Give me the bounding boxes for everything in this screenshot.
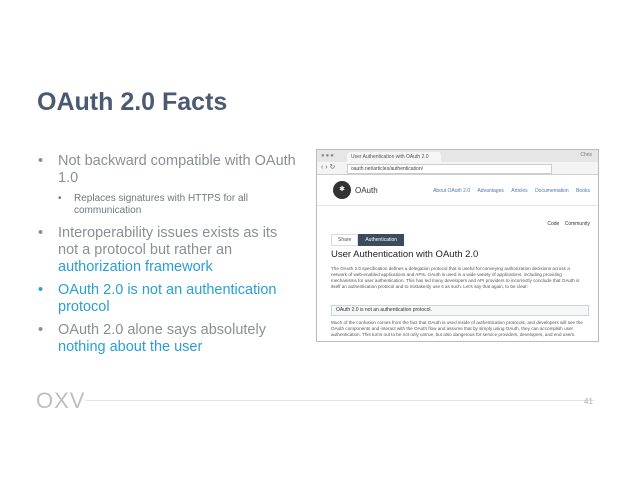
bullet-item — [36, 225, 298, 276]
bullet-text: Interoperability issues exists as its not a protocol but rather an — [58, 225, 278, 258]
back-forward-icon: ‹ › ↻ — [321, 164, 336, 171]
site-nav-item: Documentation — [535, 188, 569, 194]
site-nav-item: Books — [576, 188, 590, 194]
site-links — [543, 221, 590, 227]
bullet-item — [36, 282, 298, 316]
bullet-dot: • — [58, 193, 62, 204]
page-number: 41 — [584, 397, 593, 406]
bullet-text: Not backward compatible with OAuth 1.0 — [58, 153, 296, 186]
site-nav-item: Articles — [511, 188, 528, 194]
bullet-dot: • — [38, 322, 44, 338]
site-tab: Share — [331, 234, 358, 246]
site-nav — [427, 188, 590, 194]
bullet-dot: • — [38, 282, 44, 298]
site-nav-item: About OAuth 2.0 — [433, 188, 471, 194]
bullet-text: OAuth 2.0 alone says absolutely — [58, 322, 266, 338]
site-link: Code — [547, 221, 560, 227]
slide-title: OAuth 2.0 Facts — [37, 88, 228, 116]
site-logo-text: OAuth — [355, 186, 378, 195]
browser-profile: Chris — [580, 152, 592, 158]
browser-screenshot — [316, 149, 599, 342]
site-tabs — [331, 234, 404, 243]
bullet-dot: • — [38, 153, 44, 169]
browser-tabstrip — [317, 150, 598, 162]
article-heading: User Authentication with OAuth 2.0 — [331, 249, 479, 260]
article-callout: OAuth 2.0 is not an authentication protocol. — [331, 305, 589, 316]
browser-urlbar — [317, 162, 598, 175]
bullet-text: OAuth 2.0 is not an authentication protocol — [58, 282, 277, 315]
address-field: oauth.net/articles/authentication/ — [347, 164, 552, 174]
bullet-item — [36, 153, 298, 187]
footer-logo: OXV — [36, 388, 86, 413]
oauth-logo-icon: ✱ — [333, 181, 351, 199]
site-nav-item: Advantages — [477, 188, 504, 194]
bullet-dot: • — [38, 225, 44, 241]
bullet-accent-text: authorization framework — [58, 259, 213, 275]
bullet-list — [36, 153, 298, 362]
sub-bullet-item — [36, 193, 298, 217]
site-tab-active: Authentication — [358, 234, 404, 246]
site-link: Community — [564, 221, 590, 227]
window-controls-icon: ●●● — [321, 153, 335, 159]
site-header — [317, 175, 598, 206]
browser-tab: User Authentication with OAuth 2.0 — [347, 152, 441, 162]
bullet-item — [36, 322, 298, 356]
article-paragraph: Much of the confusion comes from the fact that OAuth is used inside of authentication protocols, and developers will see the OAuth components and interact with the OAuth flow and assume that by simply using OAuth, they can accomplish user authentication. This turns out to be not only untrue, but also dangerous for service providers, developers, and end users. — [331, 320, 583, 338]
article-paragraph: The OAuth 2.0 specification defines a delegation protocol that is useful for conveying authorization decisions across a network of web-enabled applications and APIs. OAuth is used in a wide variety of applications, including providing mechanisms for user authentication. This has led many developers and API providers to incorrectly conclude that OAuth is itself an authentication protocol and to mistakenly use it as such. Let's say that again, to be clear: — [331, 266, 580, 290]
bullet-accent-text: nothing about the user — [58, 339, 203, 355]
footer-divider — [86, 400, 594, 401]
sub-bullet-text: Replaces signatures with HTTPS for all communication — [74, 193, 248, 216]
